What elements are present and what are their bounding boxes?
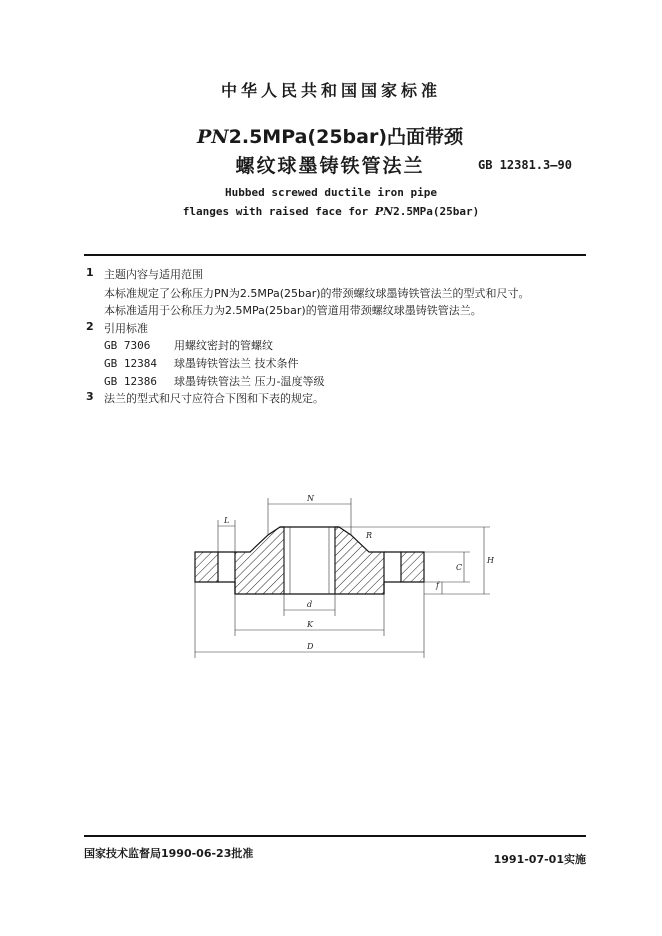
issue-date: 国家技术监督局1990-06-23批准	[84, 847, 254, 860]
label-R: R	[366, 531, 373, 540]
label-d: d	[307, 600, 313, 609]
footer-divider	[84, 835, 586, 837]
reference-code: GB 12386	[104, 375, 157, 388]
title-rest: 2.5MPa(25bar)凸面带颈	[228, 126, 464, 148]
flange-bore-lines	[284, 527, 335, 594]
reference-title: 球墨铸铁管法兰 技术条件	[174, 357, 299, 370]
english-title-pn-italic: PN	[374, 205, 394, 218]
reference-code: GB 12384	[104, 357, 157, 370]
section-1-number: 1	[86, 266, 94, 279]
english-title-suffix: 2.5MPa(25bar)	[393, 205, 480, 218]
effective-date: 1991-07-01实施	[493, 853, 586, 866]
label-K: K	[307, 620, 313, 629]
english-title-line2	[0, 205, 662, 218]
header-divider	[84, 254, 586, 256]
section-3-heading: 法兰的型式和尺寸应符合下图和下表的规定。	[104, 392, 324, 405]
section-1-heading: 主题内容与适用范围	[104, 268, 203, 281]
section-1-paragraph-1: 本标准规定了公称压力PN为2.5MPa(25bar)的带颈螺纹球墨铸铁管法兰的型式和尺寸。	[104, 287, 530, 300]
standard-title-line2: 螺纹球墨铸铁管法兰	[235, 155, 425, 177]
section-3-number: 3	[86, 390, 94, 403]
flange-section-left	[195, 527, 284, 594]
flange-drawing	[180, 490, 500, 670]
english-title-line1: Hubbed screwed ductile iron pipe	[225, 186, 437, 199]
section-2-number: 2	[86, 320, 94, 333]
section-1-paragraph-2: 本标准适用于公称压力为2.5MPa(25bar)的管道用带颈螺纹球墨铸铁管法兰。	[104, 304, 482, 317]
section-2-heading: 引用标准	[104, 322, 148, 335]
flange-section-right	[335, 527, 424, 594]
label-f: f	[436, 581, 439, 590]
reference-title: 球墨铸铁管法兰 压力-温度等级	[174, 375, 325, 388]
standard-code: GB 12381.3—90	[478, 158, 572, 172]
reference-code: GB 7306	[104, 339, 151, 352]
english-title-prefix: flanges with raised face for	[182, 205, 375, 218]
reference-item	[104, 373, 324, 389]
label-C: C	[456, 563, 463, 572]
reference-item	[104, 355, 299, 371]
label-H: H	[487, 556, 494, 565]
standard-title-line1	[140, 122, 520, 149]
label-D: D	[307, 642, 314, 651]
reference-title: 用螺纹密封的管螺纹	[174, 339, 273, 352]
title-pn-italic: PN	[196, 126, 229, 148]
label-N: N	[307, 494, 314, 503]
standard-organization: 中华人民共和国国家标准	[220, 81, 441, 100]
reference-item	[104, 337, 273, 353]
label-L: L	[224, 516, 230, 525]
